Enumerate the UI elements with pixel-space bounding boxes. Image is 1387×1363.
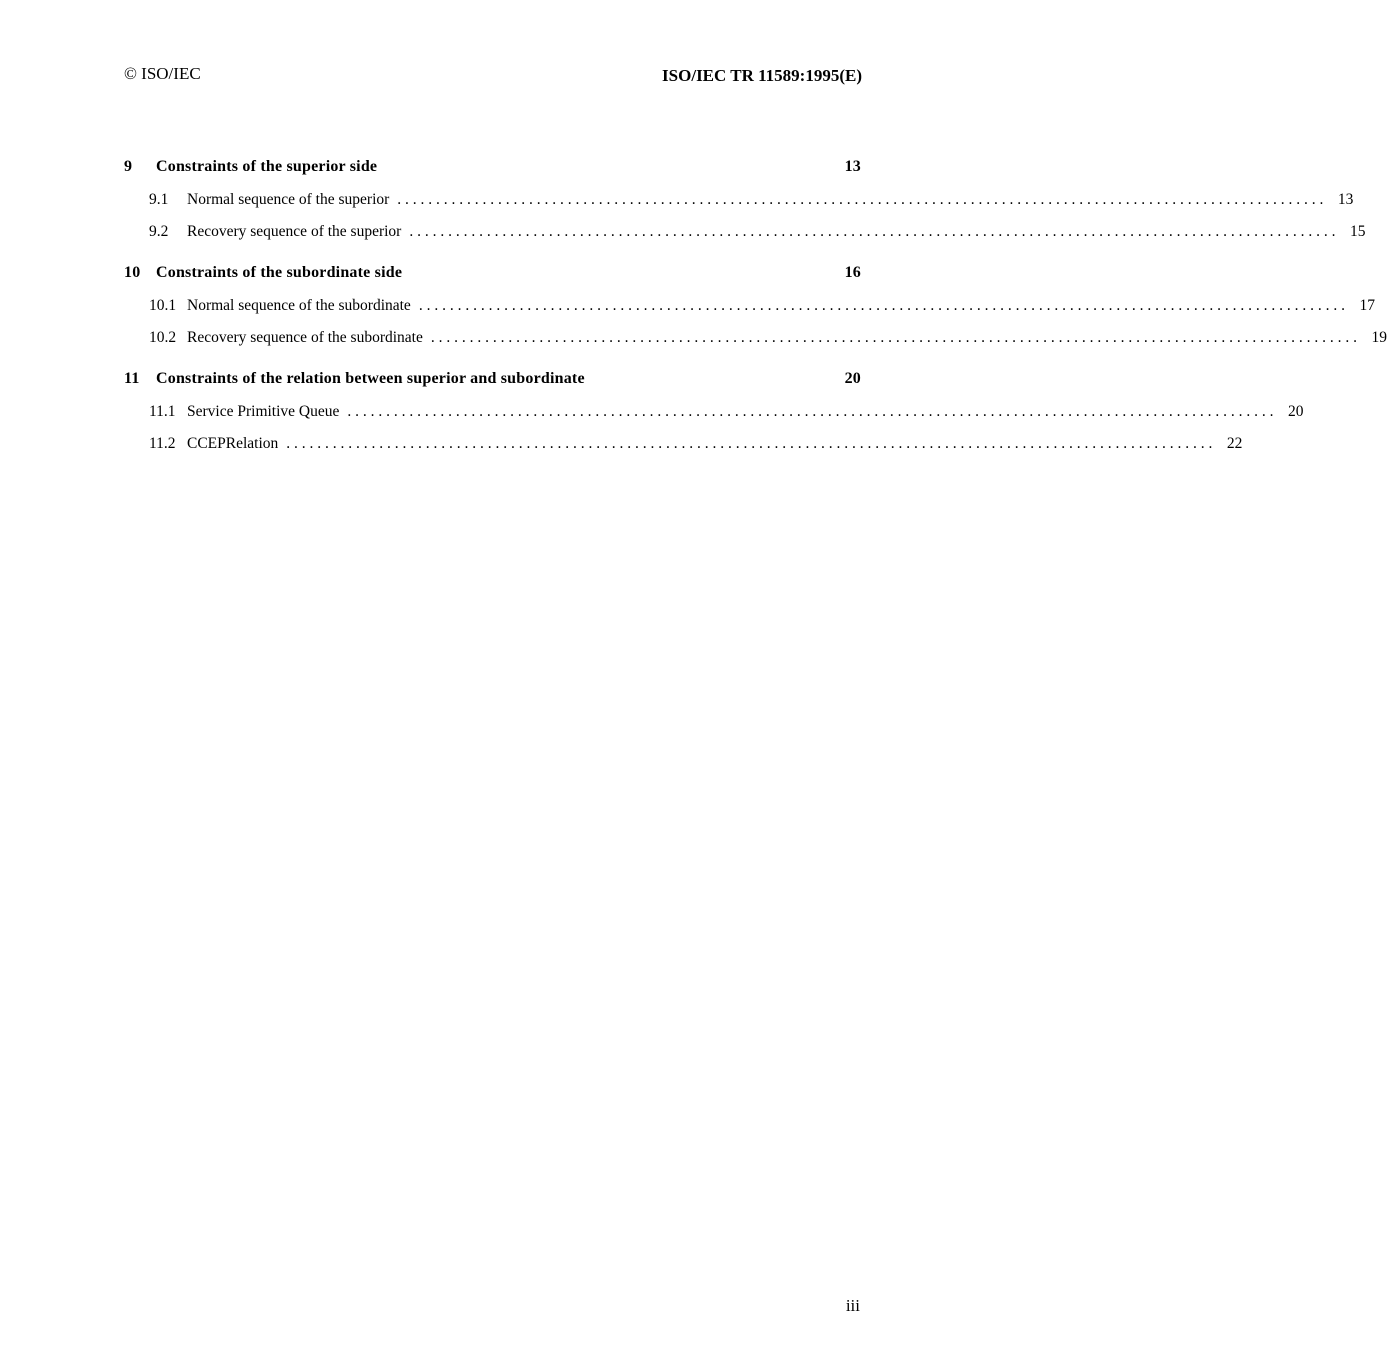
subsection-title: Normal sequence of the superior [187,191,390,208]
section-page: 20 [844,370,861,387]
header-copyright: © ISO/IEC [124,64,201,83]
toc-section-9[interactable] [124,158,861,182]
subsection-page: 17 [1359,297,1375,314]
section-number: 9 [124,158,133,175]
toc-subsection-9-1[interactable] [124,184,1354,216]
subsection-page: 13 [1337,191,1354,208]
dot-leader: . . . . . . . . . . . . . . . . . . . . . . . . . . . . . . . . . . . . . . . . . . . . . . . . . . . . . . . . . . . . . . . . . . . . . . . . . . . . . . . . . . . . . . . . . . . . . . . . . . . . . . . . . . . . . . . . . . . . . . . . [347,403,1274,420]
dot-leader: . . . . . . . . . . . . . . . . . . . . . . . . . . . . . . . . . . . . . . . . . . . . . . . . . . . . . . . . . . . . . . . . . . . . . . . . . . . . . . . . . . . . . . . . . . . . . . . . . . . . . . . . . . . . . . . . . . . . . . . . [418,297,1345,314]
section-page: 13 [844,158,861,175]
footer-page-number: iii [845,1296,860,1315]
toc-subsection-10-1[interactable] [124,290,1375,322]
section-number: 10 [124,264,141,281]
dot-leader: . . . . . . . . . . . . . . . . . . . . . . . . . . . . . . . . . . . . . . . . . . . . . . . . . . . . . . . . . . . . . . . . . . . . . . . . . . . . . . . . . . . . . . . . . . . . . . . . . . . . . . . . . . . . . . . . . . . . . . . . [397,191,1324,208]
toc-subsection-11-1[interactable] [124,396,1304,428]
subsection-number: 10.1 [149,297,177,314]
section-page: 16 [844,264,861,281]
subsection-number: 9.1 [149,191,169,208]
subsection-title: Recovery sequence of the subordinate [187,329,423,346]
section-number: 11 [124,370,140,387]
section-title: Constraints of the superior side [156,158,378,175]
subsection-number: 9.2 [149,223,169,240]
subsection-title: CCEPRelation [187,435,279,452]
dot-leader: . . . . . . . . . . . . . . . . . . . . . . . . . . . . . . . . . . . . . . . . . . . . . . . . . . . . . . . . . . . . . . . . . . . . . . . . . . . . . . . . . . . . . . . . . . . . . . . . . . . . . . . . . . . . . . . . . . . . . . . . [430,329,1357,346]
dot-leader: . . . . . . . . . . . . . . . . . . . . . . . . . . . . . . . . . . . . . . . . . . . . . . . . . . . . . . . . . . . . . . . . . . . . . . . . . . . . . . . . . . . . . . . . . . . . . . . . . . . . . . . . . . . . . . . . . . . . . . . . [286,435,1213,452]
toc-section-10[interactable] [124,264,861,288]
toc-subsection-10-2[interactable] [124,322,1387,354]
subsection-number: 11.2 [149,435,176,452]
subsection-title: Recovery sequence of the superior [187,223,402,240]
subsection-page: 20 [1288,403,1304,420]
subsection-number: 10.2 [149,329,177,346]
subsection-title: Normal sequence of the subordinate [187,297,411,314]
subsection-page: 22 [1226,435,1243,452]
section-title: Constraints of the subordinate side [156,264,403,281]
header-document-id: ISO/IEC TR 11589:1995(E) [662,66,862,85]
dot-leader: . . . . . . . . . . . . . . . . . . . . . . . . . . . . . . . . . . . . . . . . . . . . . . . . . . . . . . . . . . . . . . . . . . . . . . . . . . . . . . . . . . . . . . . . . . . . . . . . . . . . . . . . . . . . . . . . . . . . . . . . [409,223,1336,240]
section-title: Constraints of the relation between superior and subordinate [156,370,585,387]
subsection-page: 19 [1371,329,1387,346]
subsection-number: 11.1 [149,403,176,420]
toc-subsection-9-2[interactable] [124,216,1366,248]
subsection-page: 15 [1349,223,1366,240]
subsection-title: Service Primitive Queue [187,403,340,420]
table-of-contents [124,158,1387,460]
toc-section-11[interactable] [124,370,861,394]
toc-subsection-11-2[interactable] [124,428,1243,460]
